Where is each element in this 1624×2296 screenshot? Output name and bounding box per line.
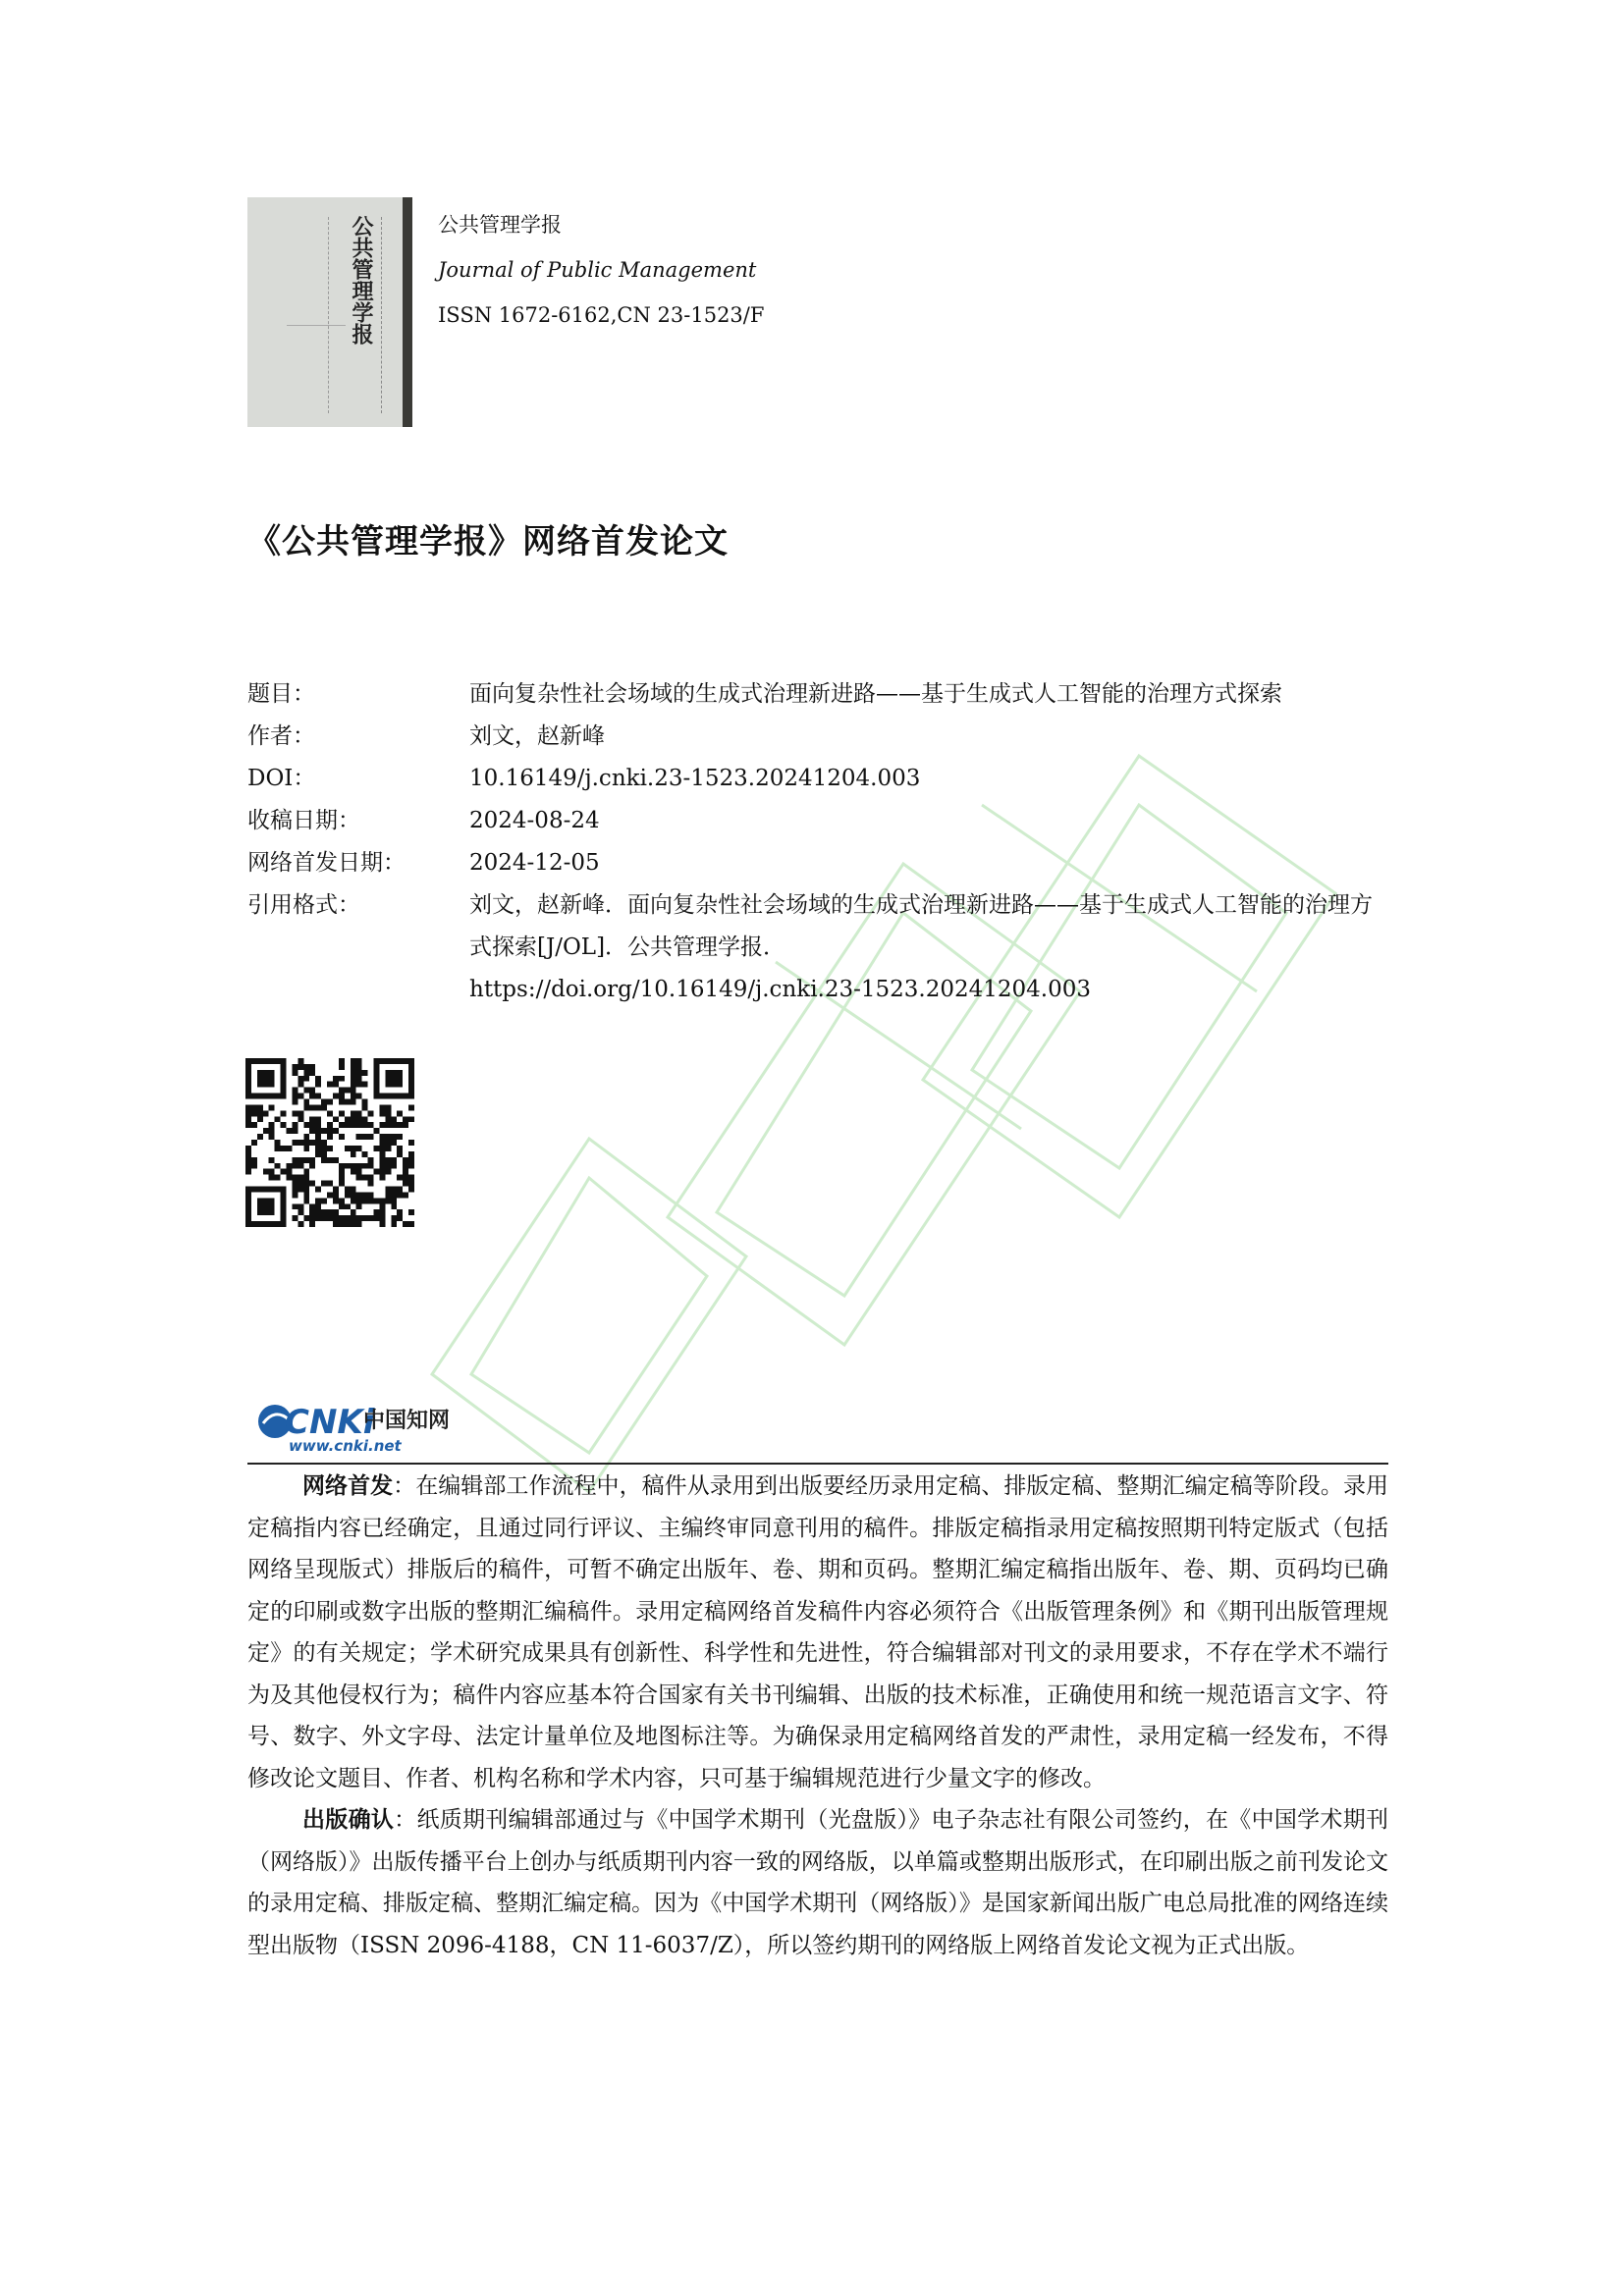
page-title: 《公共管理学报》网络首发论文 [247,522,729,561]
cover-decoration [287,325,346,327]
meta-row-online-date [247,842,1386,884]
cnki-logo-url: www.cnki.net [289,1437,402,1455]
cover-decoration [328,217,330,413]
meta-label [247,969,469,1011]
publication-notice [247,1466,1388,1966]
meta-label: 收稿日期： [247,808,360,833]
citation-doi-link[interactable]: https://doi.org/10.16149/j.cnki.23-1523.20241204.003 [469,977,1092,1002]
meta-row-doi [247,758,1386,800]
journal-info [438,202,764,338]
meta-row-authors [247,716,1386,758]
meta-value-citation: 刘文，赵新峰．面向复杂性社会场域的生成式治理新进路——基于生成式人工智能的治理方式探索[J/OL]．公共管理学报． [469,892,1373,960]
notice-text-online-first: ：在编辑部工作流程中，稿件从录用到出版要经历录用定稿、排版定稿、整期汇编定稿等阶段。录用定稿指内容已经确定，且通过同行评议、主编终审同意刊用的稿件。排版定稿指录用定稿按照期刊特定版式（包括网络呈现版式）排版后的稿件，可暂不确定出版年、卷、期和页码。整期汇编定稿指出版年、卷、期、页码均已确定的印刷或数字出版的整期汇编稿件。录用定稿网络首发稿件内容必须符合《出版管理条例》和《期刊出版管理规定》的有关规定；学术研究成果具有创新性、科学性和先进性，符合编辑部对刊文的录用要求，不存在学术不端行为及其他侵权行为；稿件内容应基本符合国家有关书刊编辑、出版的技术标准，正确使用和统一规范语言文字、符号、数字、外文字母、法定计量单位及地图标注等。为确保录用定稿网络首发的严肃性，录用定稿一经发布，不得修改论文题目、作者、机构名称和学术内容，只可基于编辑规范进行少量文字的修改。 [247,1473,1389,1791]
meta-value-title: 面向复杂性社会场域的生成式治理新进路——基于生成式人工智能的治理方式探索 [469,681,1282,707]
meta-label: 引用格式： [247,892,360,918]
meta-value-doi: 10.16149/j.cnki.23-1523.20241204.003 [469,766,921,791]
journal-issn: ISSN 1672-6162,CN 23-1523/F [438,303,765,327]
journal-name-cn: 公共管理学报 [438,213,562,237]
cover-decoration [381,217,383,413]
notice-label-online-first: 网络首发 [302,1473,394,1499]
meta-row-citation-url [247,969,1386,1011]
journal-name-en: Journal of Public Management [438,258,757,282]
cnki-logo-cn: 中国知网 [363,1409,451,1433]
notice-paragraph-online-first [247,1466,1388,1799]
cover-title: 公共管理学报 [349,215,373,345]
qr-code-image [245,1058,414,1227]
meta-row-citation [247,884,1386,969]
cnki-logo-text: CNKi [285,1403,375,1442]
meta-row-title [247,673,1386,716]
meta-label: 网络首发日期： [247,850,406,876]
notice-text-publication-confirm: ：纸质期刊编辑部通过与《中国学术期刊（光盘版）》电子杂志社有限公司签约，在《中国学术期刊（网络版）》出版传播平台上创办与纸质期刊内容一致的网络版，以单篇或整期出版形式，在印刷出版之前刊发论文的录用定稿、排版定稿、整期汇编定稿。因为《中国学术期刊（网络版）》是国家新闻出版广电总局批准的网络连续型出版物（ISSN 2096-4188，CN 11-6037/Z），所以签约期刊的网络版上网络首发论文视为正式出版。 [247,1807,1389,1958]
meta-row-received [247,800,1386,842]
meta-label: DOI： [247,766,316,791]
article-metadata [247,673,1386,1011]
notice-label-publication-confirm: 出版确认 [302,1807,395,1833]
notice-paragraph-publication-confirm [247,1799,1388,1966]
meta-value-received: 2024-08-24 [469,808,600,833]
section-divider [247,1463,1388,1465]
meta-value-online-date: 2024-12-05 [469,850,600,876]
meta-label: 作者： [247,723,315,749]
meta-value-authors: 刘文，赵新峰 [469,723,605,749]
cnki-logo [253,1394,479,1455]
meta-label: 题目： [247,681,315,707]
journal-cover-image [247,197,412,427]
cover-spine [403,197,412,427]
